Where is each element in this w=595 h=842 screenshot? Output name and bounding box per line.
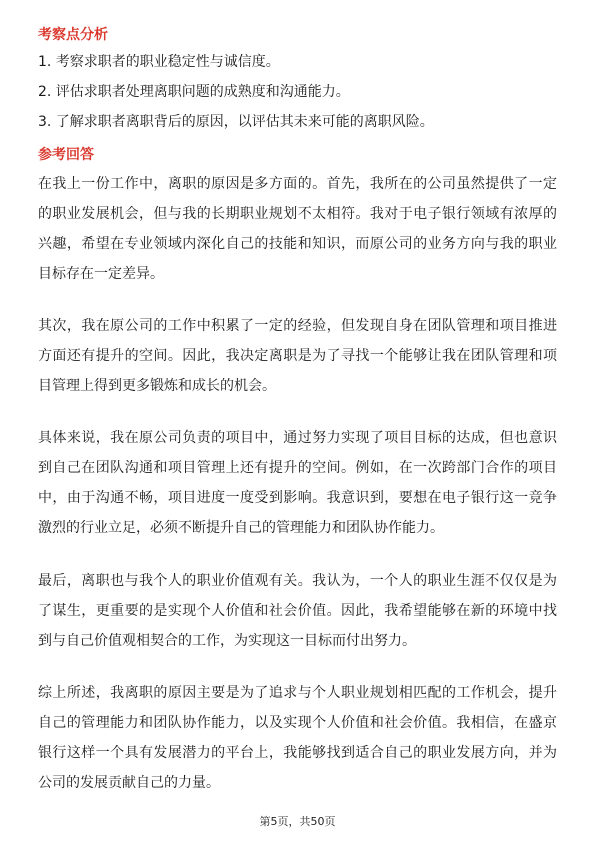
answer-paragraph-3-line-4: 激烈的行业立足，必须不断提升自己的管理能力和团队协作能力。 xyxy=(38,520,444,536)
answer-paragraph-4-line-1: 最后，离职也与我个人的职业价值观有关。我认为，一个人的职业生涯不仅仅是为 xyxy=(38,573,557,589)
analysis-item-3: 3. 了解求职者离职背后的原因，以评估其未来可能的离职风险。 xyxy=(38,114,434,130)
analysis-heading: 考察点分析 xyxy=(38,27,108,43)
answer-paragraph-2-line-1: 其次，我在原公司的工作中积累了一定的经验，但发现自身在团队管理和项目推进 xyxy=(38,318,557,334)
answer-paragraph-4-line-2: 了谋生，更重要的是实现个人价值和社会价值。因此，我希望能够在新的环境中找 xyxy=(38,603,557,619)
answer-paragraph-4-line-3: 到与自己价值观相契合的工作，为实现这一目标而付出努力。 xyxy=(38,633,416,649)
answer-paragraph-5-line-3: 银行这样一个具有发展潜力的平台上，我能够找到适合自己的职业发展方向，并为 xyxy=(38,745,557,761)
answer-paragraph-2-line-3: 目管理上得到更多锻炼和成长的机会。 xyxy=(38,378,276,394)
answer-paragraph-5-line-4: 公司的发展贡献自己的力量。 xyxy=(38,775,220,791)
answer-heading: 参考回答 xyxy=(38,147,94,163)
analysis-item-1: 1. 考察求职者的职业稳定性与诚信度。 xyxy=(38,54,280,70)
answer-paragraph-1-line-3: 兴趣，希望在专业领域内深化自己的技能和知识，而原公司的业务方向与我的职业 xyxy=(38,236,557,252)
answer-paragraph-3-line-2: 到自己在团队沟通和项目管理上还有提升的空间。例如，在一次跨部门合作的项目 xyxy=(38,460,557,476)
answer-paragraph-1-line-2: 的职业发展机会，但与我的长期职业规划不太相符。我对于电子银行领域有浓厚的 xyxy=(38,206,557,222)
answer-paragraph-3-line-3: 中，由于沟通不畅，项目进度一度受到影响。我意识到，要想在电子银行这一竞争 xyxy=(38,490,557,506)
analysis-item-2: 2. 评估求职者处理离职问题的成熟度和沟通能力。 xyxy=(38,84,350,100)
answer-paragraph-5-line-2: 自己的管理能力和团队协作能力，以及实现个人价值和社会价值。我相信，在盛京 xyxy=(38,715,557,731)
answer-paragraph-5-line-1: 综上所述，我离职的原因主要是为了追求与个人职业规划相匹配的工作机会，提升 xyxy=(38,685,557,701)
answer-paragraph-1-line-1: 在我上一份工作中，离职的原因是多方面的。首先，我所在的公司虽然提供了一定 xyxy=(38,176,557,192)
answer-paragraph-2-line-2: 方面还有提升的空间。因此，我决定离职是为了寻找一个能够让我在团队管理和项 xyxy=(38,348,557,364)
answer-paragraph-1-line-4: 目标存在一定差异。 xyxy=(38,266,164,282)
answer-paragraph-3-line-1: 具体来说，我在原公司负责的项目中，通过努力实现了项目目标的达成，但也意识 xyxy=(38,430,557,446)
page-number: 第5页，共50页 xyxy=(259,815,336,828)
